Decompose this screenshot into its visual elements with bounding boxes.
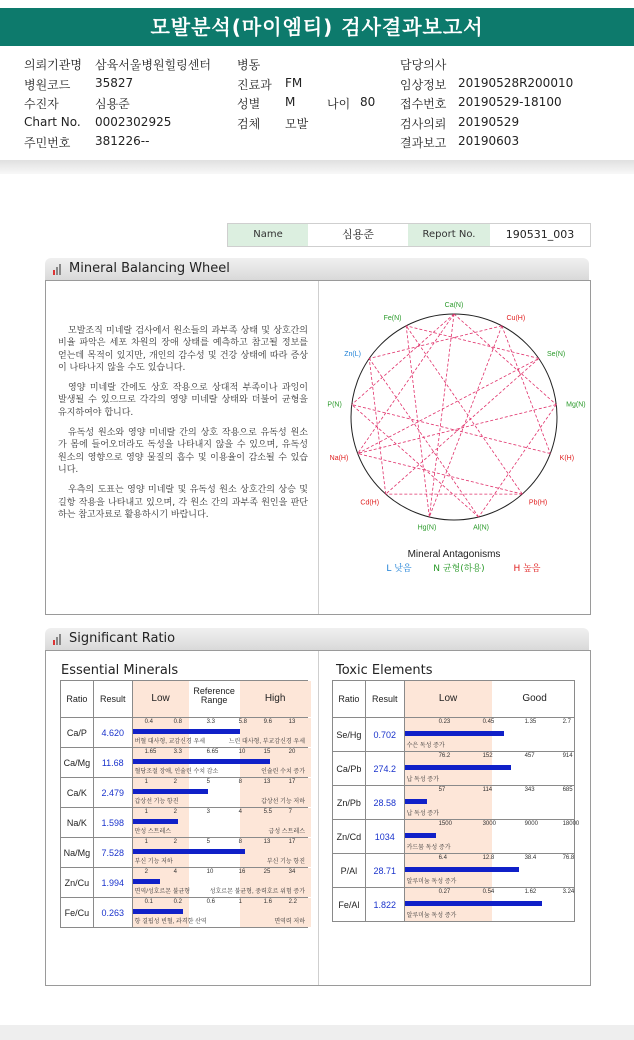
- tick-label: 0.8: [173, 719, 182, 725]
- antagonism-line: [386, 358, 539, 494]
- wheel-node-label: P(N): [327, 401, 342, 409]
- bar-cell: [132, 868, 307, 898]
- tick-label: 8: [238, 779, 242, 785]
- low-note: 버혈 대사형, 교감신경 우세: [134, 739, 206, 745]
- description-paragraph: 우측의 도표는 영양 미네랄 및 유독성 원소 상호간의 상승 및 길항 작용을 나타내고 있으며, 각 원소 간의 과부족 원인을 판단하는 참고자료로 활용하시기 바랍니다.: [58, 485, 308, 520]
- ratio-cell: Na/K: [61, 808, 94, 838]
- tick-label: 76.2: [438, 753, 451, 759]
- tick-label: 6.65: [206, 749, 219, 755]
- result-cell: 11.68: [93, 748, 132, 778]
- antagonism-line: [358, 454, 523, 495]
- wheel-node-label: Fe(N): [383, 314, 402, 322]
- tick-label: 0.27: [438, 889, 451, 895]
- table-row: [61, 748, 308, 778]
- tick-label: 8: [238, 839, 242, 845]
- high-note: 인슐린 수치 증가: [261, 769, 305, 775]
- wheel-node-label: Mg(N): [566, 401, 586, 409]
- table-row: [61, 718, 308, 748]
- bar-cell: [132, 838, 307, 868]
- toxic-title: Toxic Elements: [336, 663, 433, 678]
- table-row: [61, 868, 308, 898]
- result-bar: [405, 867, 519, 872]
- result-bar: [133, 729, 240, 734]
- tick-label: 1: [144, 779, 148, 785]
- good-header: Good: [522, 693, 547, 704]
- high-note: 급성 스트레스: [268, 829, 305, 835]
- wheel-node-label: Hg(N): [417, 524, 437, 532]
- col-ratio-header: Ratio: [61, 681, 94, 718]
- tick-label: 3.24: [562, 889, 575, 895]
- wheel-section-header: [45, 258, 589, 280]
- tick-label: 9000: [524, 821, 538, 827]
- bar-cell: [132, 898, 307, 928]
- tick-label: 1.62: [524, 889, 537, 895]
- tick-label: 3000: [482, 821, 496, 827]
- wheel-caption: Mineral Antagonisms: [407, 549, 501, 560]
- tick-label: 12.8: [482, 855, 495, 861]
- low-note: 만성 스트레스: [134, 829, 172, 835]
- low-note: 항 결핍성 빈혈, 과격한 산역: [134, 919, 207, 925]
- tick-label: 57: [438, 787, 446, 793]
- ratio-cell: Se/Hg: [333, 718, 366, 752]
- age-value: 80: [360, 95, 376, 109]
- tick-label: 1500: [438, 821, 452, 827]
- low-note: 알루미늄 독성 증가: [406, 913, 457, 919]
- high-note: 느린 대사형, 부교감신경 우세: [228, 739, 305, 745]
- bar-cell: [404, 752, 574, 786]
- col-result-header: Result: [93, 681, 132, 718]
- wheel-circle: [351, 314, 557, 520]
- high-note: 부신 기능 항진: [266, 859, 305, 865]
- header-label: 성별: [237, 97, 261, 111]
- low-note: 면역/성호르몬 불균형: [134, 889, 191, 895]
- tick-label: 343: [524, 787, 535, 793]
- antagonism-line: [406, 326, 539, 359]
- tick-label: 114: [482, 787, 493, 793]
- low-note: 갑상선 기능 항진: [134, 799, 179, 805]
- wheel-node-label: Zn(L): [344, 350, 362, 358]
- ratio-cell: Zn/Cd: [333, 820, 366, 854]
- table-row: [61, 838, 308, 868]
- wheel-node-label: Ca(N): [444, 302, 464, 309]
- bar-cell: [132, 718, 307, 748]
- result-bar: [133, 759, 270, 764]
- antagonism-line: [358, 405, 557, 454]
- mineral-wheel: [319, 281, 589, 614]
- tick-label: 25: [263, 869, 271, 875]
- result-bar: [133, 849, 245, 854]
- ratio-section-title: Significant Ratio: [69, 631, 176, 646]
- result-cell: 1.822: [365, 888, 404, 922]
- table-row: [61, 778, 308, 808]
- wheel-node-label: Cu(H): [506, 314, 526, 322]
- high-header: High: [264, 693, 286, 704]
- table-row: [333, 786, 575, 820]
- low-note: 납 독성 증가: [406, 811, 439, 817]
- legend-item: N 균형(하용): [433, 564, 485, 574]
- wheel-node-label: K(H): [559, 455, 575, 463]
- tick-label: 4: [173, 869, 177, 875]
- result-bar: [133, 789, 208, 794]
- ratio-cell: Fe/Al: [333, 888, 366, 922]
- result-bar: [405, 833, 436, 838]
- tick-label: 3: [206, 809, 210, 815]
- table-row: [333, 854, 575, 888]
- tick-label: 10: [206, 869, 214, 875]
- tick-label: 1.6: [263, 899, 272, 905]
- header-value: 20190529-18100: [458, 95, 562, 109]
- low-note: 혈당조절 장애, 인슐린 수치 감소: [134, 769, 219, 775]
- header-value: M: [285, 95, 296, 109]
- tick-label: 0.54: [482, 889, 495, 895]
- header-label: 접수번호: [400, 97, 447, 111]
- bar-cell: [404, 820, 580, 854]
- antagonism-line: [358, 358, 539, 453]
- header-label: 병원코드: [24, 77, 71, 92]
- low-header: Low: [151, 693, 170, 704]
- tick-label: 5.5: [263, 809, 272, 815]
- tick-label: 5: [206, 839, 210, 845]
- tick-label: 1: [144, 809, 148, 815]
- header-label: 결과보고: [400, 136, 447, 150]
- result-cell: 2.479: [93, 778, 132, 808]
- tick-label: 152: [482, 753, 493, 759]
- tick-label: 16: [238, 869, 246, 875]
- age-label: 나이: [327, 97, 351, 111]
- ratio-cell: Ca/K: [61, 778, 94, 808]
- result-cell: 7.528: [93, 838, 132, 868]
- header-label: 담당의사: [400, 58, 447, 72]
- high-note: 갑상선 기능 저하: [261, 799, 305, 805]
- tick-label: 10: [238, 749, 246, 755]
- legend-item: L 낮음: [386, 564, 412, 574]
- report-no-label: Report No.: [408, 224, 490, 246]
- header-value: 20190529: [458, 114, 520, 129]
- tick-label: 76.8: [562, 855, 575, 861]
- ratio-cell: Zn/Pb: [333, 786, 366, 820]
- tick-label: 9.6: [263, 719, 272, 725]
- header-value: 0002302925: [95, 114, 172, 129]
- tick-label: 34: [288, 869, 296, 875]
- ratio-cell: Zn/Cu: [61, 868, 94, 898]
- result-bar: [405, 731, 504, 736]
- header-value: 381226--: [95, 134, 150, 148]
- result-cell: 1.994: [93, 868, 132, 898]
- header-label: 의뢰기관명: [24, 58, 82, 72]
- header-value: 심용준: [95, 97, 130, 111]
- description-paragraph: 영양 미네랄 간에도 상호 작용으로 상대적 부족이나 과잉이 발생될 수 있으므로 각각의 영양 미네랄 상태와 더불어 균형을 유지하여야 합니다.: [58, 383, 308, 418]
- tick-label: 17: [288, 839, 296, 845]
- tick-label: 914: [562, 753, 573, 759]
- legend-item: H 높음: [513, 564, 541, 574]
- header-value: FM: [285, 75, 303, 90]
- result-cell: 274.2: [365, 752, 404, 786]
- result-bar: [405, 799, 427, 804]
- tick-label: 5.8: [238, 719, 247, 725]
- wheel-node-label: Pb(H): [528, 499, 548, 507]
- tick-label: 0.4: [144, 719, 153, 725]
- tick-label: 13: [263, 839, 271, 845]
- header-label: 임상정보: [400, 77, 447, 92]
- scale-header: [404, 681, 574, 718]
- bar-chart-icon: [53, 634, 64, 645]
- tick-label: 1.65: [144, 749, 157, 755]
- header-label: 검사의뢰: [400, 116, 447, 131]
- result-bar: [405, 901, 542, 906]
- header-label: 수진자: [24, 97, 59, 111]
- header-value: 35827: [95, 75, 134, 90]
- header-label: 주민번호: [24, 136, 71, 150]
- result-bar: [405, 765, 511, 770]
- bar-cell: [404, 786, 574, 820]
- result-cell: 1034: [365, 820, 404, 854]
- tick-label: 2.2: [288, 899, 297, 905]
- description-paragraph: 모발조직 미네랄 검사에서 원소들의 과부족 상태 및 상호간의 비율 파악은 세포 차원의 장애 상태를 예측하고 참고될 정보를 얻는데 목적이 있지만, 개인의 감수성 및 건강 상태에 따라 증상이 나타나지 않을 수도 있습니다.: [58, 326, 308, 373]
- page-footer: [0, 1025, 634, 1040]
- tick-label: 13: [288, 719, 296, 725]
- bar-cell: [404, 854, 574, 888]
- high-note: 성호르몬 불균형, 중력호르 위험 증가: [209, 889, 305, 895]
- tick-label: 20: [288, 749, 296, 755]
- tick-label: 5: [206, 779, 210, 785]
- wheel-section-title: Mineral Balancing Wheel: [69, 261, 230, 276]
- header-value: 삼육서울병원힐링센터: [95, 58, 211, 72]
- table-row: [61, 898, 308, 928]
- result-bar: [133, 909, 183, 914]
- antagonism-line: [406, 326, 429, 517]
- tick-label: 6.4: [438, 855, 447, 861]
- antagonism-line: [406, 326, 522, 494]
- tick-label: 1: [144, 839, 148, 845]
- tick-label: 2: [144, 869, 148, 875]
- tick-label: 0.45: [482, 719, 495, 725]
- tick-label: 457: [524, 753, 535, 759]
- result-cell: 28.58: [365, 786, 404, 820]
- antagonism-line: [429, 326, 502, 517]
- wheel-node-label: Cd(H): [360, 499, 380, 507]
- col-result-header: Result: [365, 681, 404, 718]
- tick-label: 38.4: [524, 855, 537, 861]
- header-value: 20190528R200010: [458, 75, 574, 90]
- tick-label: 0.6: [206, 899, 215, 905]
- antagonism-line: [352, 405, 551, 454]
- result-cell: 1.598: [93, 808, 132, 838]
- tick-label: 4: [238, 809, 242, 815]
- report-no: 190531_003: [505, 228, 575, 241]
- description-paragraph: 유독성 원소와 영양 미네랄 간의 상호 작용으로 유독성 원소가 몸에 들어오더라도 독성을 나타내지 않을 수 있으며, 유독성 원소의 영향으로 영양 물질의 흡수 및 이용율이 감소될 수 있습니다.: [58, 428, 308, 475]
- tick-label: 3.3: [206, 719, 215, 725]
- tick-label: 15: [263, 749, 271, 755]
- result-bar: [133, 819, 178, 824]
- tick-label: 0.1: [144, 899, 153, 905]
- tick-label: 13: [263, 779, 271, 785]
- header-label: 검체: [237, 116, 261, 131]
- tick-label: 2.7: [562, 719, 571, 725]
- ratio-cell: Ca/Pb: [333, 752, 366, 786]
- essential-minerals-table: [60, 680, 308, 928]
- tick-label: 0.23: [438, 719, 451, 725]
- ratio-cell: Ca/P: [61, 718, 94, 748]
- reference-range-header: Reference Range: [193, 686, 235, 705]
- table-row: [333, 820, 575, 854]
- panel-divider: [318, 651, 319, 985]
- ratio-cell: Ca/Mg: [61, 748, 94, 778]
- toxic-elements-table: [332, 680, 580, 922]
- table-row: [61, 808, 308, 838]
- tick-label: 2: [173, 839, 177, 845]
- ratio-cell: Na/Mg: [61, 838, 94, 868]
- tick-label: 2: [173, 809, 177, 815]
- bar-cell: [132, 748, 307, 778]
- scale-header: [132, 681, 307, 718]
- wheel-node-label: Al(N): [473, 524, 490, 532]
- report-title: 모발분석(마이엠티) 검사결과보고서: [0, 8, 634, 46]
- ratio-cell: P/Al: [333, 854, 366, 888]
- wheel-node-label: Se(N): [546, 350, 566, 358]
- description-text: [58, 325, 308, 529]
- bar-cell: [132, 778, 307, 808]
- low-header: Low: [438, 693, 458, 704]
- header-label: Chart No.: [24, 114, 81, 129]
- tick-label: 685: [562, 787, 573, 793]
- header-label: 병동: [237, 58, 261, 72]
- ratio-cell: Fe/Cu: [61, 898, 94, 928]
- header-label: 진료과: [237, 77, 272, 92]
- tick-label: 7: [288, 809, 292, 815]
- wheel-node-label: Na(H): [329, 455, 349, 463]
- header-separator: [0, 160, 634, 174]
- tick-label: 17: [288, 779, 296, 785]
- high-note: 면역력 저하: [274, 919, 305, 925]
- table-row: [333, 888, 575, 922]
- name-label: Name: [228, 224, 308, 246]
- low-note: 수은 독성 증가: [406, 743, 445, 749]
- low-note: 납 독성 증가: [406, 777, 439, 783]
- ratio-section-header: [45, 628, 589, 650]
- result-cell: 0.702: [365, 718, 404, 752]
- bar-cell: [404, 888, 574, 922]
- essential-title: Essential Minerals: [61, 663, 179, 678]
- name-bar: [227, 223, 591, 247]
- tick-label: 1: [238, 899, 242, 905]
- low-note: 카드뮴 독성 증가: [406, 845, 451, 851]
- patient-name: 심용준: [342, 228, 374, 241]
- tick-label: 1.35: [524, 719, 537, 725]
- antagonism-line: [502, 326, 550, 454]
- low-note: 알루미늄 독성 증가: [406, 879, 457, 885]
- bar-cell: [132, 808, 307, 838]
- table-row: [333, 752, 575, 786]
- result-cell: 4.620: [93, 718, 132, 748]
- result-bar: [133, 879, 160, 884]
- tick-label: 2: [173, 779, 177, 785]
- bar-cell: [404, 718, 574, 752]
- low-note: 부신 기능 저하: [134, 859, 173, 865]
- result-cell: 28.71: [365, 854, 404, 888]
- table-row: [333, 718, 575, 752]
- result-cell: 0.263: [93, 898, 132, 928]
- header-value: 모발: [285, 116, 309, 131]
- tick-label: 0.2: [173, 899, 182, 905]
- wheel-panel: [45, 280, 591, 615]
- header-value: 20190603: [458, 134, 520, 148]
- col-ratio-header: Ratio: [333, 681, 366, 718]
- bar-chart-icon: [53, 264, 64, 275]
- antagonism-line: [369, 326, 502, 359]
- tick-label: 18000: [562, 821, 580, 827]
- tick-label: 3.3: [173, 749, 182, 755]
